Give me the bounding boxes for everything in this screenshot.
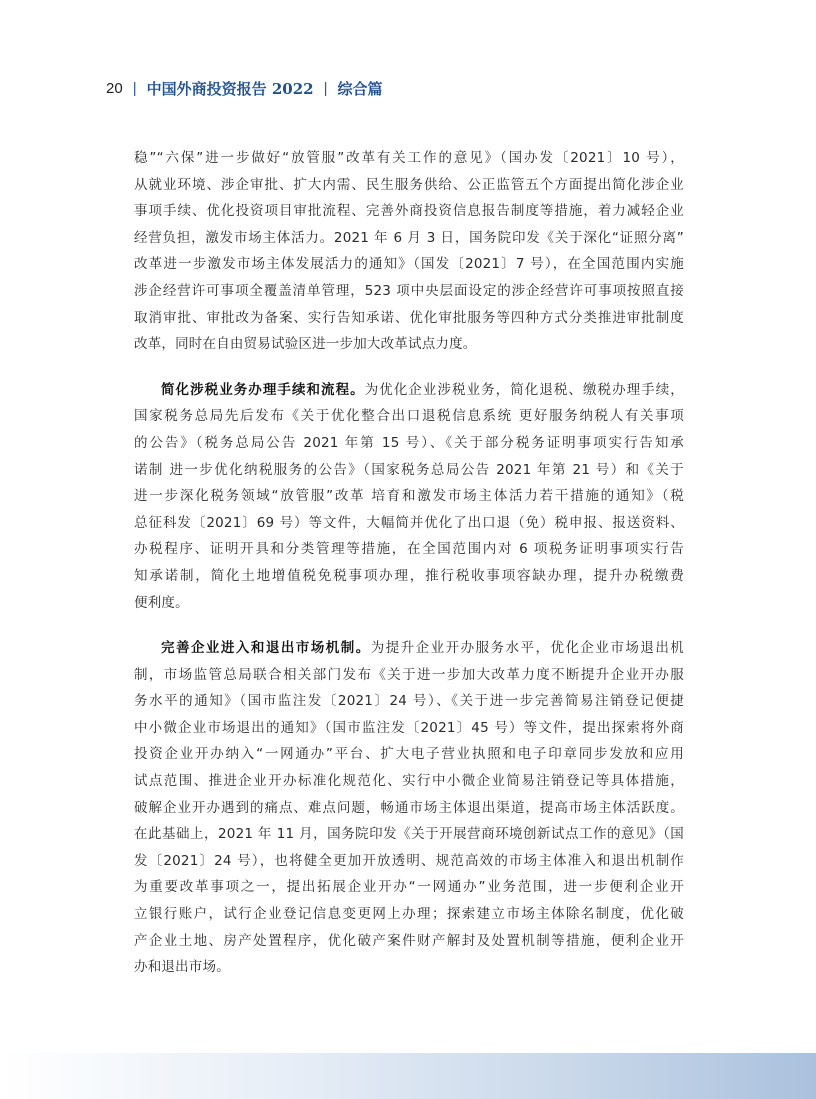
text-line: 制，市场监管总局联合相关部门发布《关于进一步加大改革力度不断提升企业开办服 [134,666,684,683]
paragraph-lead: 完善企业进入和退出市场机制。 [161,640,371,657]
paragraph-2 [134,377,684,616]
text-line: 的公告》（税务总局公告 2021 年第 15 号）、《关于部分税务证明事项实行告知承 [134,434,684,451]
header-separator-2: | [323,79,328,97]
text-line: 试点范围、推进企业开办标准化规范化、实行中小微企业简易注销登记等具体措施， [134,773,684,790]
text-line-lead [134,635,684,662]
text-line: 从就业环境、涉企审批、扩大内需、民生服务供给、公正监管五个方面提出简化涉企业 [134,176,684,193]
text-line: 诺制 进一步优化纳税服务的公告》（国家税务总局公告 2021 年第 21 号）和《关于 [134,461,684,478]
text-line: 办和退出市场。 [134,959,230,976]
text-line: 在此基础上，2021 年 11 月，国务院印发《关于开展营商环境创新试点工作的意见》（国 [134,826,684,843]
text-line: 国家税务总局先后发布《关于优化整合出口退税信息系统 更好服务纳税人有关事项 [134,408,684,425]
text-line: 知承诺制，简化土地增值税免税事项办理，推行税收事项容缺办理，提升办税缴费 [134,567,684,584]
text-line: 改革，同时在自由贸易试验区进一步加大改革试点力度。 [134,336,477,353]
text-line: 便利度。 [134,594,189,611]
page-header [106,76,383,100]
section-title: 综合篇 [337,79,383,98]
report-title: 中国外商投资报告 2022 [146,79,314,98]
text-line: 总征科发〔2021〕69 号）等文件，大幅简并优化了出口退（免）税申报、报送资料、 [134,514,684,531]
paragraph-lead: 简化涉税业务办理手续和流程。 [161,381,365,398]
text-line: 发〔2021〕24 号），也将健全更加开放透明、规范高效的市场主体准入和退出机制作 [134,852,684,869]
text-line: 为重要改革事项之一，提出拓展企业开办“一网通办”业务范围，进一步便利企业开 [134,879,684,896]
footer-gradient-band [0,1053,816,1099]
text-line: 投资企业开办纳入“一网通办”平台、扩大电子营业执照和电子印章同步发放和应用 [134,746,684,763]
text-line: 立银行账户，试行企业登记信息变更网上办理；探索建立市场主体除名制度，优化破 [134,906,684,923]
text-line: 事项手续、优化投资项目审批流程、完善外商投资信息报告制度等措施，着力减轻企业 [134,203,684,220]
text-line: 务水平的通知》（国市监注发〔2021〕24 号）、《关于进一步完善简易注销登记便捷 [134,693,684,710]
text-line-lead [134,377,684,404]
text-line-rest: 为优化企业涉税业务，简化退税、缴税办理手续， [364,381,684,398]
text-line: 取消审批、审批改为备案、实行告知承诺、优化审批服务等四种方式分类推进审批制度 [134,309,684,326]
text-line: 产企业土地、房产处置程序，优化破产案件财产解封及处置机制等措施，便利企业开 [134,932,684,949]
text-line: 改革进一步激发市场主体发展活力的通知》（国发〔2021〕7 号），在全国范围内实施 [134,256,684,273]
page-number: 20 [106,79,123,97]
text-line: 破解企业开办遇到的痛点、难点问题，畅通市场主体退出渠道，提高市场主体活跃度。 [134,799,684,816]
text-line: 办税程序、证明开具和分类管理等措施，在全国范围内对 6 项税务证明事项实行告 [134,541,684,558]
body-text [134,145,684,1000]
text-line: 涉企经营许可事项全覆盖清单管理，523 项中央层面设定的涉企经营许可事项按照直接 [134,282,684,299]
paragraph-1 [134,145,684,358]
header-separator: | [132,79,137,97]
text-line: 经营负担，激发市场主体活力。2021 年 6 月 3 日，国务院印发《关于深化“证照分离” [134,229,684,246]
paragraph-3 [134,635,684,981]
text-line: 进一步深化税务领域“放管服”改革 培育和激发市场主体活力若干措施的通知》（税 [134,488,684,505]
text-line: 稳”“六保”进一步做好“放管服”改革有关工作的意见》（国办发〔2021〕10 号）， [134,150,684,166]
text-line-rest: 为提升企业开办服务水平，优化企业市场退出机 [370,640,684,657]
text-line: 中小微企业市场退出的通知》（国市监注发〔2021〕45 号）等文件，提出探索将外商 [134,719,684,736]
